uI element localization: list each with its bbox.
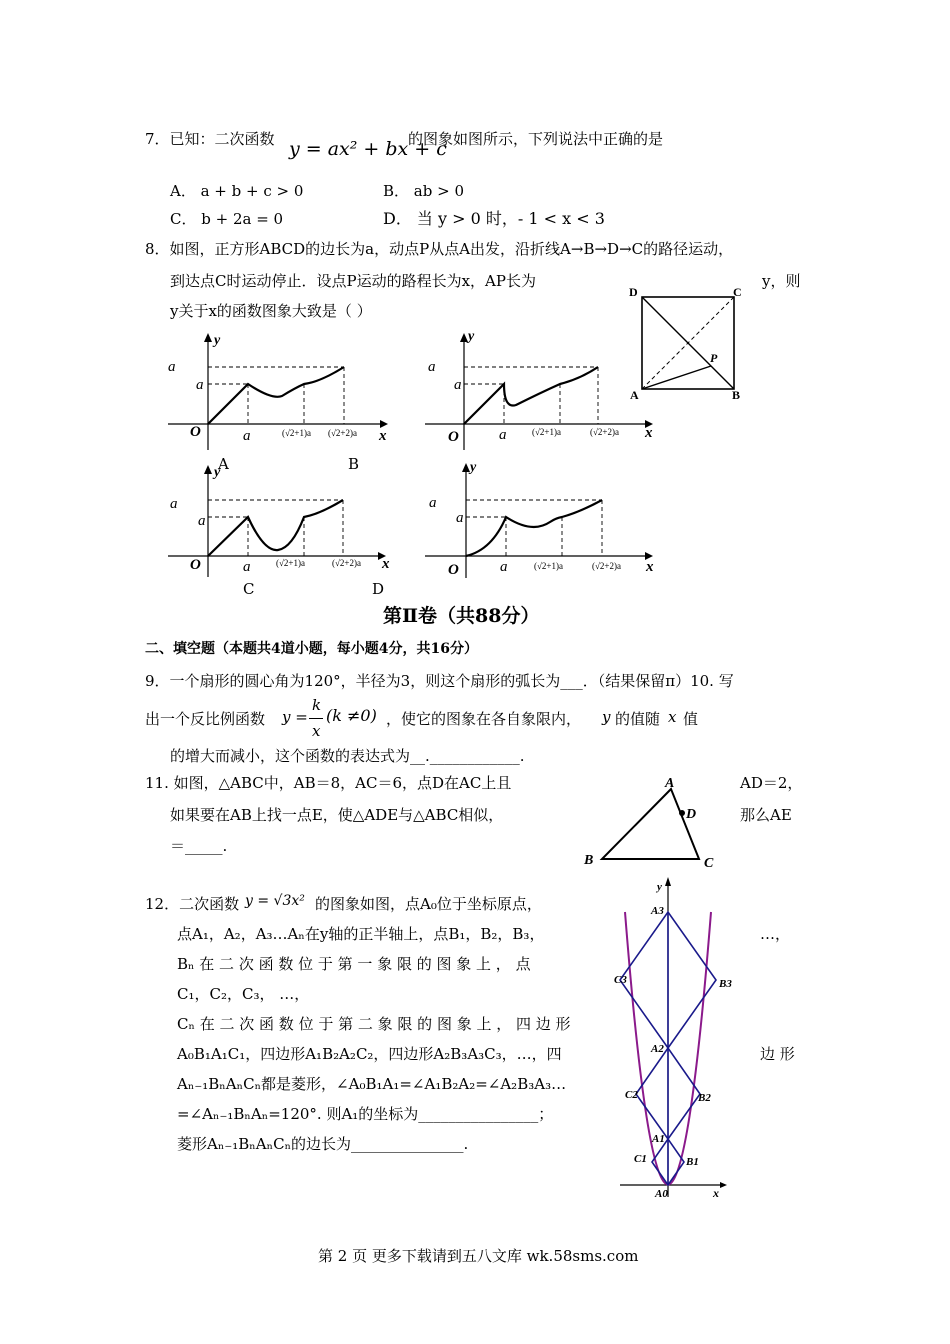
q8-line1: 8．如图，正方形ABCD的边长为a，动点P从点A出发，沿折线A→B→D→C的路径运动， <box>145 240 734 258</box>
q11-line2-tail: 那么AE <box>740 806 792 824</box>
q12-line7: Aₙ₋₁BₙAₙCₙ都是菱形，∠A₀B₁A₁=∠A₁B₂A₂=∠A₂B₃A₃… <box>177 1075 567 1093</box>
graph-d-y-label: y <box>470 460 477 475</box>
tri-label-d: D <box>686 807 697 822</box>
graph-d-a-top: a <box>429 495 437 511</box>
fig12-c2: C2 <box>625 1089 638 1101</box>
choice-d-label: D <box>372 580 385 598</box>
q10-formula-x: x <box>312 722 321 740</box>
label-d: D <box>629 285 638 299</box>
graph-c-t1: (√2+1)a <box>276 558 306 568</box>
q9-text: 9．一个扇形的圆心角为120°，半径为3，则这个扇形的弧长为___．（结果保留π）10. 写 <box>145 672 734 690</box>
graph-a-t2: (√2+2)a <box>328 428 358 438</box>
q12-line9: 菱形Aₙ₋₁BₙAₙCₙ的边长为_______________. <box>177 1135 469 1153</box>
q10-line1-pre: 出一个反比例函数 <box>145 710 266 728</box>
q10-var-x: x <box>668 708 677 726</box>
graph-d-a-tick: a <box>500 559 508 575</box>
graph-a-y-label: y <box>214 333 221 348</box>
q12-line6-tail: 边 形 <box>760 1045 795 1063</box>
q12-line8: =∠Aₙ₋₁BₙAₙ=120°. 则A₁的坐标为________________； <box>177 1105 554 1123</box>
label-c: C <box>733 285 742 299</box>
label-b: B <box>732 388 741 402</box>
q10-formula-cond: (k ≠0) <box>326 706 377 725</box>
graph-a-a-mid: a <box>196 377 204 393</box>
q10-end: 值 <box>683 710 699 728</box>
q11-line2: 如果要在AB上找一点E，使△ADE与△ABC相似， <box>170 806 504 824</box>
section2-heading: 二、填空题（本题共4道小题，每小题4分，共16分） <box>145 641 478 657</box>
q8-line2: 到达点C时运动停止．设点P运动的路程长为x，AP长为 <box>170 272 536 290</box>
graph-c-a-mid: a <box>198 513 206 529</box>
q7-option-b: B． ab > 0 <box>383 182 464 200</box>
graph-a-t1: (√2+1)a <box>282 428 312 438</box>
q12-line3: Bₙ 在 二 次 函 数 位 于 第 一 象 限 的 图 象 上 ， 点 <box>177 955 531 973</box>
fig12-b1: B1 <box>686 1156 699 1168</box>
q8-line2-tail: y，则 <box>762 272 801 290</box>
q10-line2: 的增大而减小，这个函数的表达式为__.____________. <box>170 747 525 765</box>
fig12-x-label: x <box>713 1186 719 1200</box>
q7-stem <box>145 128 275 149</box>
graph-a-a-top: a <box>168 359 176 375</box>
graph-b-a-mid: a <box>454 377 462 393</box>
q12-line1-formula: y = √3x² <box>245 893 305 909</box>
fig12-y-label: y <box>657 881 662 893</box>
fig12-a0: A0 <box>655 1188 668 1200</box>
q12-line1-post: 的图象如图，点A₀位于坐标原点， <box>315 895 542 913</box>
part2-title: 第Ⅱ卷（共88分） <box>383 605 540 627</box>
fig12-b3: B3 <box>719 978 732 990</box>
graph-c-a-top: a <box>170 496 178 512</box>
graph-d-x-label: x <box>646 559 654 575</box>
q8-graph-c <box>160 462 400 602</box>
graph-b-a-tick: a <box>499 427 507 443</box>
q12-parabola-figure <box>605 872 755 1202</box>
graph-a-a-tick: a <box>243 428 251 444</box>
q12-line5: Cₙ 在 二 次 函 数 位 于 第 二 象 限 的 图 象 上 ， 四 边 形 <box>177 1015 571 1033</box>
fig12-a3: A3 <box>651 905 664 917</box>
q12-line6: A₀B₁A₁C₁，四边形A₁B₂A₂C₂，四边形A₂B₃A₃C₃，…，四 <box>177 1045 562 1063</box>
graph-b-x-label: x <box>645 425 653 441</box>
q7-stem-text: 7．已知：二次函数 <box>145 130 275 148</box>
q8-graph-a <box>160 330 400 475</box>
graph-c-origin: O <box>190 557 201 573</box>
graph-c-x-label: x <box>382 556 390 572</box>
q10-fraction-bar <box>309 718 323 719</box>
tri-label-c: C <box>704 856 714 871</box>
graph-b-t2: (√2+2)a <box>590 427 620 437</box>
q10-mid: 的值随 <box>615 710 661 728</box>
page-footer: 第 2 页 更多下载请到五八文库 wk.58sms.com <box>318 1247 639 1265</box>
q12-line2: 点A₁，A₂，A₃…Aₙ在y轴的正半轴上，点B₁，B₂，B₃， <box>177 925 545 943</box>
q7-option-d: D． 当 y > 0 时，- 1 < x < 3 <box>383 209 605 228</box>
graph-a-x-label: x <box>379 428 387 444</box>
fig12-c3: C3 <box>614 974 627 986</box>
graph-d-a-mid: a <box>456 510 464 526</box>
point-d <box>679 810 685 816</box>
fig12-b2: B2 <box>698 1092 711 1104</box>
q11-triangle-figure <box>580 772 730 872</box>
graph-b-origin: O <box>448 429 459 445</box>
fig12-c1: C1 <box>634 1153 647 1165</box>
graph-b-a-top: a <box>428 359 436 375</box>
q10-var-y: y <box>602 708 611 726</box>
q7-option-a: A． a + b + c > 0 <box>170 182 304 200</box>
fig12-a2: A2 <box>651 1043 664 1055</box>
q12-line1-pre: 12．二次函数 <box>145 895 240 913</box>
q10-formula-y: y = <box>282 708 308 726</box>
q7-stem-tail: 的图象如图所示，下列说法中正确的是 <box>408 130 664 148</box>
tri-label-b: B <box>584 853 594 868</box>
q10-line1-post: ，使它的图象在各自象限内， <box>386 710 582 728</box>
label-a: A <box>630 388 639 402</box>
triangle-abc <box>602 789 699 859</box>
tri-label-a: A <box>665 776 675 791</box>
graph-c-a-tick: a <box>243 559 251 575</box>
graph-c-t2: (√2+2)a <box>332 558 362 568</box>
q8-graph-d <box>420 458 665 588</box>
q7-formula: y = ax² + bx + c <box>289 138 447 160</box>
graph-d-t2: (√2+2)a <box>592 561 622 571</box>
graph-c-y-label: y <box>214 465 221 480</box>
q11-line1: 11. 如图，△ABC中，AB＝8，AC＝6，点D在AC上且 <box>145 774 512 792</box>
q11-line3: ＝_____. <box>170 837 228 855</box>
graph-a-origin: O <box>190 424 201 440</box>
choice-b-label: B <box>348 455 360 473</box>
q7-option-c: C． b + 2a = 0 <box>170 210 284 228</box>
fig12-a1: A1 <box>652 1133 665 1145</box>
graph-b-t1: (√2+1)a <box>532 427 562 437</box>
q12-line2-tail: …， <box>760 925 791 943</box>
q10-formula-k: k <box>312 696 322 714</box>
graph-d-origin: O <box>448 562 459 578</box>
q8-line3: y关于x的函数图象大致是（ ） <box>170 302 372 320</box>
graph-b-y-label: y <box>468 329 475 344</box>
q11-line1-tail: AD＝2， <box>740 774 803 792</box>
q8-graph-b <box>420 325 665 475</box>
choice-c-label: C <box>243 580 255 598</box>
graph-d-t1: (√2+1)a <box>534 561 564 571</box>
choice-a-label: A <box>218 455 229 473</box>
label-p: P <box>710 351 718 365</box>
q12-line4: C₁，C₂，C₃， …， <box>177 985 310 1003</box>
